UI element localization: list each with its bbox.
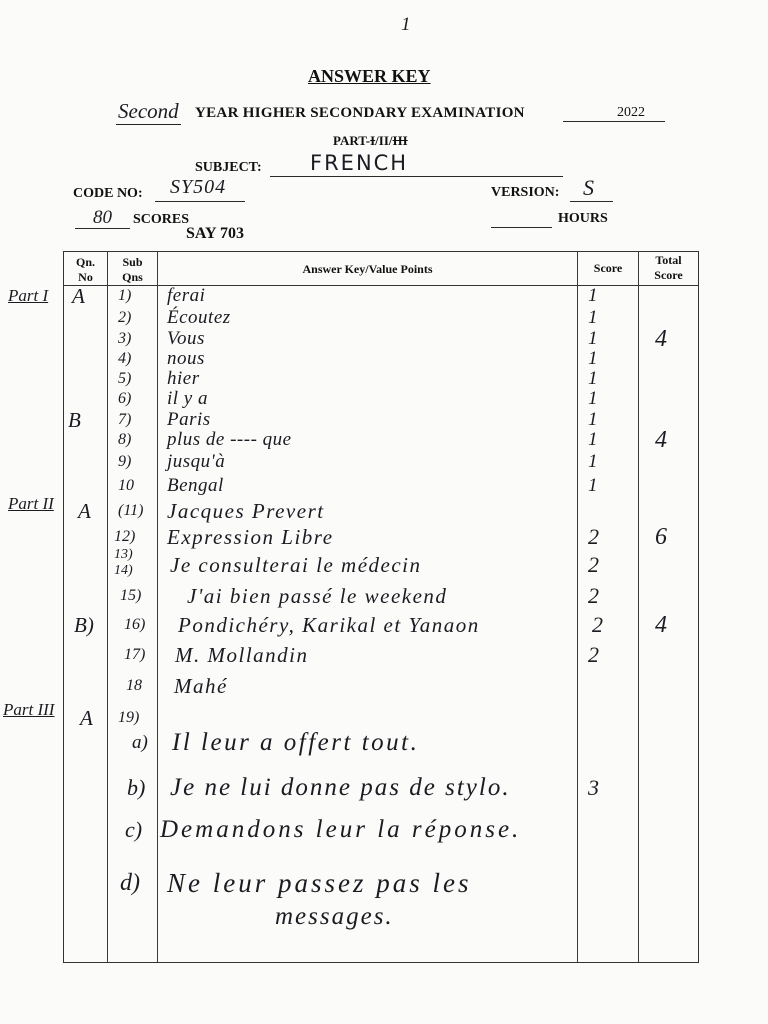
sub-question-number: 13) xyxy=(114,547,133,562)
sub-question-number: (11) xyxy=(118,502,144,519)
table-row xyxy=(0,525,768,549)
total-score-value: 4 xyxy=(655,427,667,453)
sub-question-number: c) xyxy=(125,817,143,842)
table-row xyxy=(0,674,768,698)
header-qn-line2: No xyxy=(78,270,93,284)
sub-question-number: 10 xyxy=(118,477,134,494)
version-value: S xyxy=(583,175,594,200)
sub-question-number: 1) xyxy=(118,287,132,304)
answer-text: Je consulterai le médecin xyxy=(170,553,422,577)
total-score-value: 4 xyxy=(655,612,667,638)
answer-text: Je ne lui donne pas de stylo. xyxy=(170,774,511,801)
table-row xyxy=(0,584,768,608)
answer-text: Paris xyxy=(167,409,211,430)
hours-line xyxy=(491,227,552,228)
page-title: ANSWER KEY xyxy=(308,66,431,86)
question-number: A xyxy=(78,499,91,523)
sub-question-number: 4) xyxy=(118,350,132,367)
say-code: SAY 703 xyxy=(186,225,244,242)
score-value: 1 xyxy=(588,285,598,306)
sub-question-number: 16) xyxy=(124,616,146,633)
sub-question-number: 2) xyxy=(118,309,132,326)
part-line xyxy=(333,133,408,149)
answer-text: M. Mollandin xyxy=(175,643,309,667)
sub-question-number: a) xyxy=(132,732,148,753)
sub-question-number: 8) xyxy=(118,431,132,448)
answer-text: Écoutez xyxy=(167,307,231,328)
scores-value: 80 xyxy=(93,207,112,228)
answer-text: Bengal xyxy=(167,475,224,496)
answer-text: Demandons leur la réponse. xyxy=(160,816,522,843)
question-number: A xyxy=(72,284,85,308)
score-value: 2 xyxy=(592,612,603,637)
table-row xyxy=(0,428,768,452)
sub-question-number: d) xyxy=(120,870,140,896)
answer-text: ferai xyxy=(167,285,206,306)
answer-text: Pondichéry, Karikal et Yanaon xyxy=(178,613,480,637)
exam-year-line xyxy=(563,121,665,122)
subject-line xyxy=(270,176,563,177)
table-row xyxy=(0,499,768,523)
question-number: B xyxy=(68,408,81,432)
score-value: 1 xyxy=(588,388,598,409)
header-total-line2: Score xyxy=(654,268,683,282)
part-ii: II xyxy=(378,133,389,148)
score-value: 2 xyxy=(588,552,599,577)
table-row xyxy=(0,868,768,901)
scores-label: SCORES xyxy=(133,212,190,227)
score-value: 3 xyxy=(588,775,599,800)
subject-label: SUBJECT: xyxy=(195,160,262,175)
score-value: 1 xyxy=(588,348,598,369)
part-i: I xyxy=(370,133,376,148)
table-row xyxy=(0,776,768,806)
page-number: 1 xyxy=(401,14,411,35)
answer-text: Il leur a offert tout. xyxy=(172,729,420,756)
score-value: 1 xyxy=(588,328,598,349)
score-value: 1 xyxy=(588,307,598,328)
header-sub xyxy=(108,255,157,285)
score-value: 2 xyxy=(588,524,599,549)
part-sep: / xyxy=(375,133,379,148)
code-line xyxy=(155,201,245,202)
score-value: 2 xyxy=(588,583,599,608)
total-score-value: 4 xyxy=(655,326,667,352)
sub-question-number: 5) xyxy=(118,370,132,387)
table-row xyxy=(0,643,768,667)
answer-text: Mahé xyxy=(174,674,228,698)
table-row xyxy=(0,706,768,730)
question-number: A xyxy=(80,706,93,730)
answer-text-continued: messages. xyxy=(275,903,394,930)
header-score: Score xyxy=(593,261,623,275)
table-row xyxy=(0,613,768,637)
part-iii: III xyxy=(392,133,408,148)
code-label: CODE NO: xyxy=(73,186,143,201)
sub-question-number: 15) xyxy=(120,587,142,604)
answer-text: jusqu'à xyxy=(167,451,226,472)
total-score-value: 6 xyxy=(655,524,667,550)
table-row xyxy=(0,474,768,498)
header-answer: Answer Key/Value Points xyxy=(302,262,433,276)
sub-question-number: 17) xyxy=(124,646,146,663)
code-value: SY504 xyxy=(170,176,227,198)
sub-question-number: 19) xyxy=(118,709,140,726)
table-row xyxy=(0,547,768,578)
header-sub-line2: Qns xyxy=(122,270,143,284)
score-value: 1 xyxy=(588,451,598,472)
part-prefix: PART- xyxy=(333,133,371,148)
table-row xyxy=(0,818,768,848)
answer-text: Jacques Prevert xyxy=(167,499,325,523)
part-label: Part II xyxy=(8,494,54,513)
exam-year: 2022 xyxy=(617,105,645,120)
answer-text: hier xyxy=(167,368,200,389)
answer-text: il y a xyxy=(167,388,208,409)
part-label: Part I xyxy=(8,286,49,305)
version-line xyxy=(570,201,613,202)
part-label: Part III xyxy=(3,700,55,719)
sub-question-number: b) xyxy=(127,775,146,800)
table-row xyxy=(0,731,768,761)
score-value: 1 xyxy=(588,409,598,430)
score-value: 1 xyxy=(588,368,598,389)
sub-question-number: 14) xyxy=(114,563,133,578)
score-value: 2 xyxy=(588,642,599,667)
table-row xyxy=(0,450,768,474)
header-total xyxy=(639,253,698,283)
header-sub-line1: Sub xyxy=(122,255,143,269)
sub-question-number: 3) xyxy=(118,330,132,347)
sub-question-number: 7) xyxy=(118,411,132,428)
header-total-line1: Total xyxy=(655,253,682,267)
exam-year-level: Second xyxy=(118,99,179,123)
hours-label: HOURS xyxy=(558,211,608,226)
question-number: B) xyxy=(74,613,94,637)
header-qn xyxy=(64,255,107,285)
answer-text: Vous xyxy=(167,328,205,349)
version-label: VERSION: xyxy=(491,185,560,200)
answer-text: Expression Libre xyxy=(167,525,334,549)
sub-question-number: 18 xyxy=(126,677,142,694)
header-qn-line1: Qn. xyxy=(75,255,95,269)
part-sep: / xyxy=(388,133,393,148)
sub-question-number: 12) xyxy=(114,528,136,545)
table-row xyxy=(0,284,768,308)
answer-text: J'ai bien passé le weekend xyxy=(187,584,448,608)
answer-text: Ne leur passez pas les xyxy=(167,868,472,898)
sub-question-number: 9) xyxy=(118,453,132,470)
score-value: 1 xyxy=(588,475,598,496)
subject-value: FRENCH xyxy=(310,151,409,175)
answer-text: plus de ---- que xyxy=(167,429,292,450)
sub-question-number: 6) xyxy=(118,390,132,407)
answer-text: nous xyxy=(167,348,205,369)
exam-name: YEAR HIGHER SECONDARY EXAMINATION xyxy=(195,105,525,121)
score-value: 1 xyxy=(588,429,598,450)
